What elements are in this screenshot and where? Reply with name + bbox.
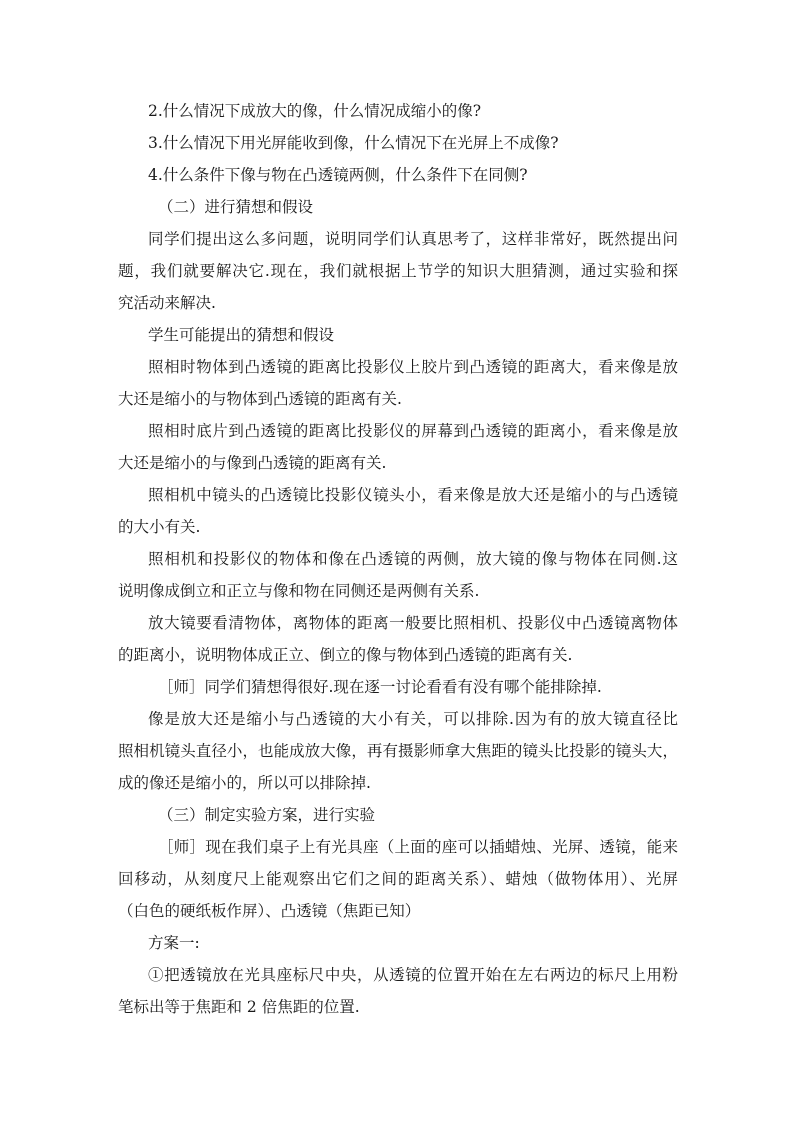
section-heading-3: （三）制定实验方案，进行实验 bbox=[158, 806, 376, 824]
paragraph-line: ①把透镜放在光具座标尺中央，从透镜的位置开始在左右两边的标尺上用粉 bbox=[148, 966, 678, 984]
paragraph-line: 大还是缩小的与物体到凸透镜的距离有关. bbox=[118, 390, 402, 408]
paragraph-line: 大还是缩小的与像到凸透镜的距离有关. bbox=[118, 454, 387, 472]
paragraph-line: 题，我们就要解决它.现在，我们就根据上节学的知识大胆猜测，通过实验和探 bbox=[118, 262, 678, 280]
paragraph-line: 像是放大还是缩小与凸透镜的大小有关，可以排除.因为有的放大镜直径比 bbox=[148, 710, 678, 728]
paragraph-line: 笔标出等于焦距和 2 倍焦距的位置. bbox=[118, 998, 360, 1016]
paragraph-line: 放大镜要看清物体，离物体的距离一般要比照相机、投影仪中凸透镜离物体 bbox=[148, 614, 678, 632]
paragraph-line: 说明像成倒立和正立与像和物在同侧还是两侧有关系. bbox=[118, 582, 480, 600]
paragraph-line: 照相时底片到凸透镜的距离比投影仪的屏幕到凸透镜的距离小，看来像是放 bbox=[148, 422, 678, 440]
paragraph-line: 同学们提出这么多问题，说明同学们认真思考了，这样非常好，既然提出问 bbox=[148, 230, 678, 248]
paragraph-line: 照相机中镜头的凸透镜比投影仪镜头小，看来像是放大还是缩小的与凸透镜 bbox=[148, 486, 678, 504]
paragraph-line: 成的像还是缩小的，所以可以排除掉. bbox=[118, 774, 371, 792]
teacher-remark: ［师］现在我们桌子上有光具座（上面的座可以插蜡烛、光屏、透镜，能来 bbox=[158, 838, 678, 856]
paragraph-heading: 学生可能提出的猜想和假设 bbox=[148, 326, 335, 344]
paragraph-line: 回移动，从刻度尺上能观察出它们之间的距离关系）、蜡烛（做物体用）、光屏 bbox=[118, 870, 678, 888]
question-2: 2.什么情况下成放大的像，什么情况成缩小的像? bbox=[148, 102, 482, 120]
section-heading-2: （二）进行猜想和假设 bbox=[158, 198, 314, 216]
paragraph-line: 照相机镜头直径小，也能成放大像，再有摄影师拿大焦距的镜头比投影的镜头大， bbox=[118, 742, 678, 760]
paragraph-line: 照相机和投影仪的物体和像在凸透镜的两侧，放大镜的像与物体在同侧.这 bbox=[148, 550, 678, 568]
paragraph-line: （白色的硬纸板作屏）、凸透镜（焦距已知） bbox=[118, 902, 421, 920]
question-4: 4.什么条件下像与物在凸透镜两侧，什么条件下在同侧? bbox=[148, 166, 528, 184]
paragraph-line: 照相时物体到凸透镜的距离比投影仪上胶片到凸透镜的距离大，看来像是放 bbox=[148, 358, 678, 376]
paragraph-line: 的距离小，说明物体成正立、倒立的像与物体到凸透镜的距离有关. bbox=[118, 646, 573, 664]
question-3: 3.什么情况下用光屏能收到像，什么情况下在光屏上不成像? bbox=[148, 134, 559, 152]
plan-heading: 方案一: bbox=[148, 934, 200, 952]
paragraph-line: 究活动来解决. bbox=[118, 294, 216, 312]
teacher-remark: ［师］同学们猜想得很好.现在逐一讨论看看有没有哪个能排除掉. bbox=[158, 678, 602, 696]
paragraph-line: 的大小有关. bbox=[118, 518, 201, 536]
